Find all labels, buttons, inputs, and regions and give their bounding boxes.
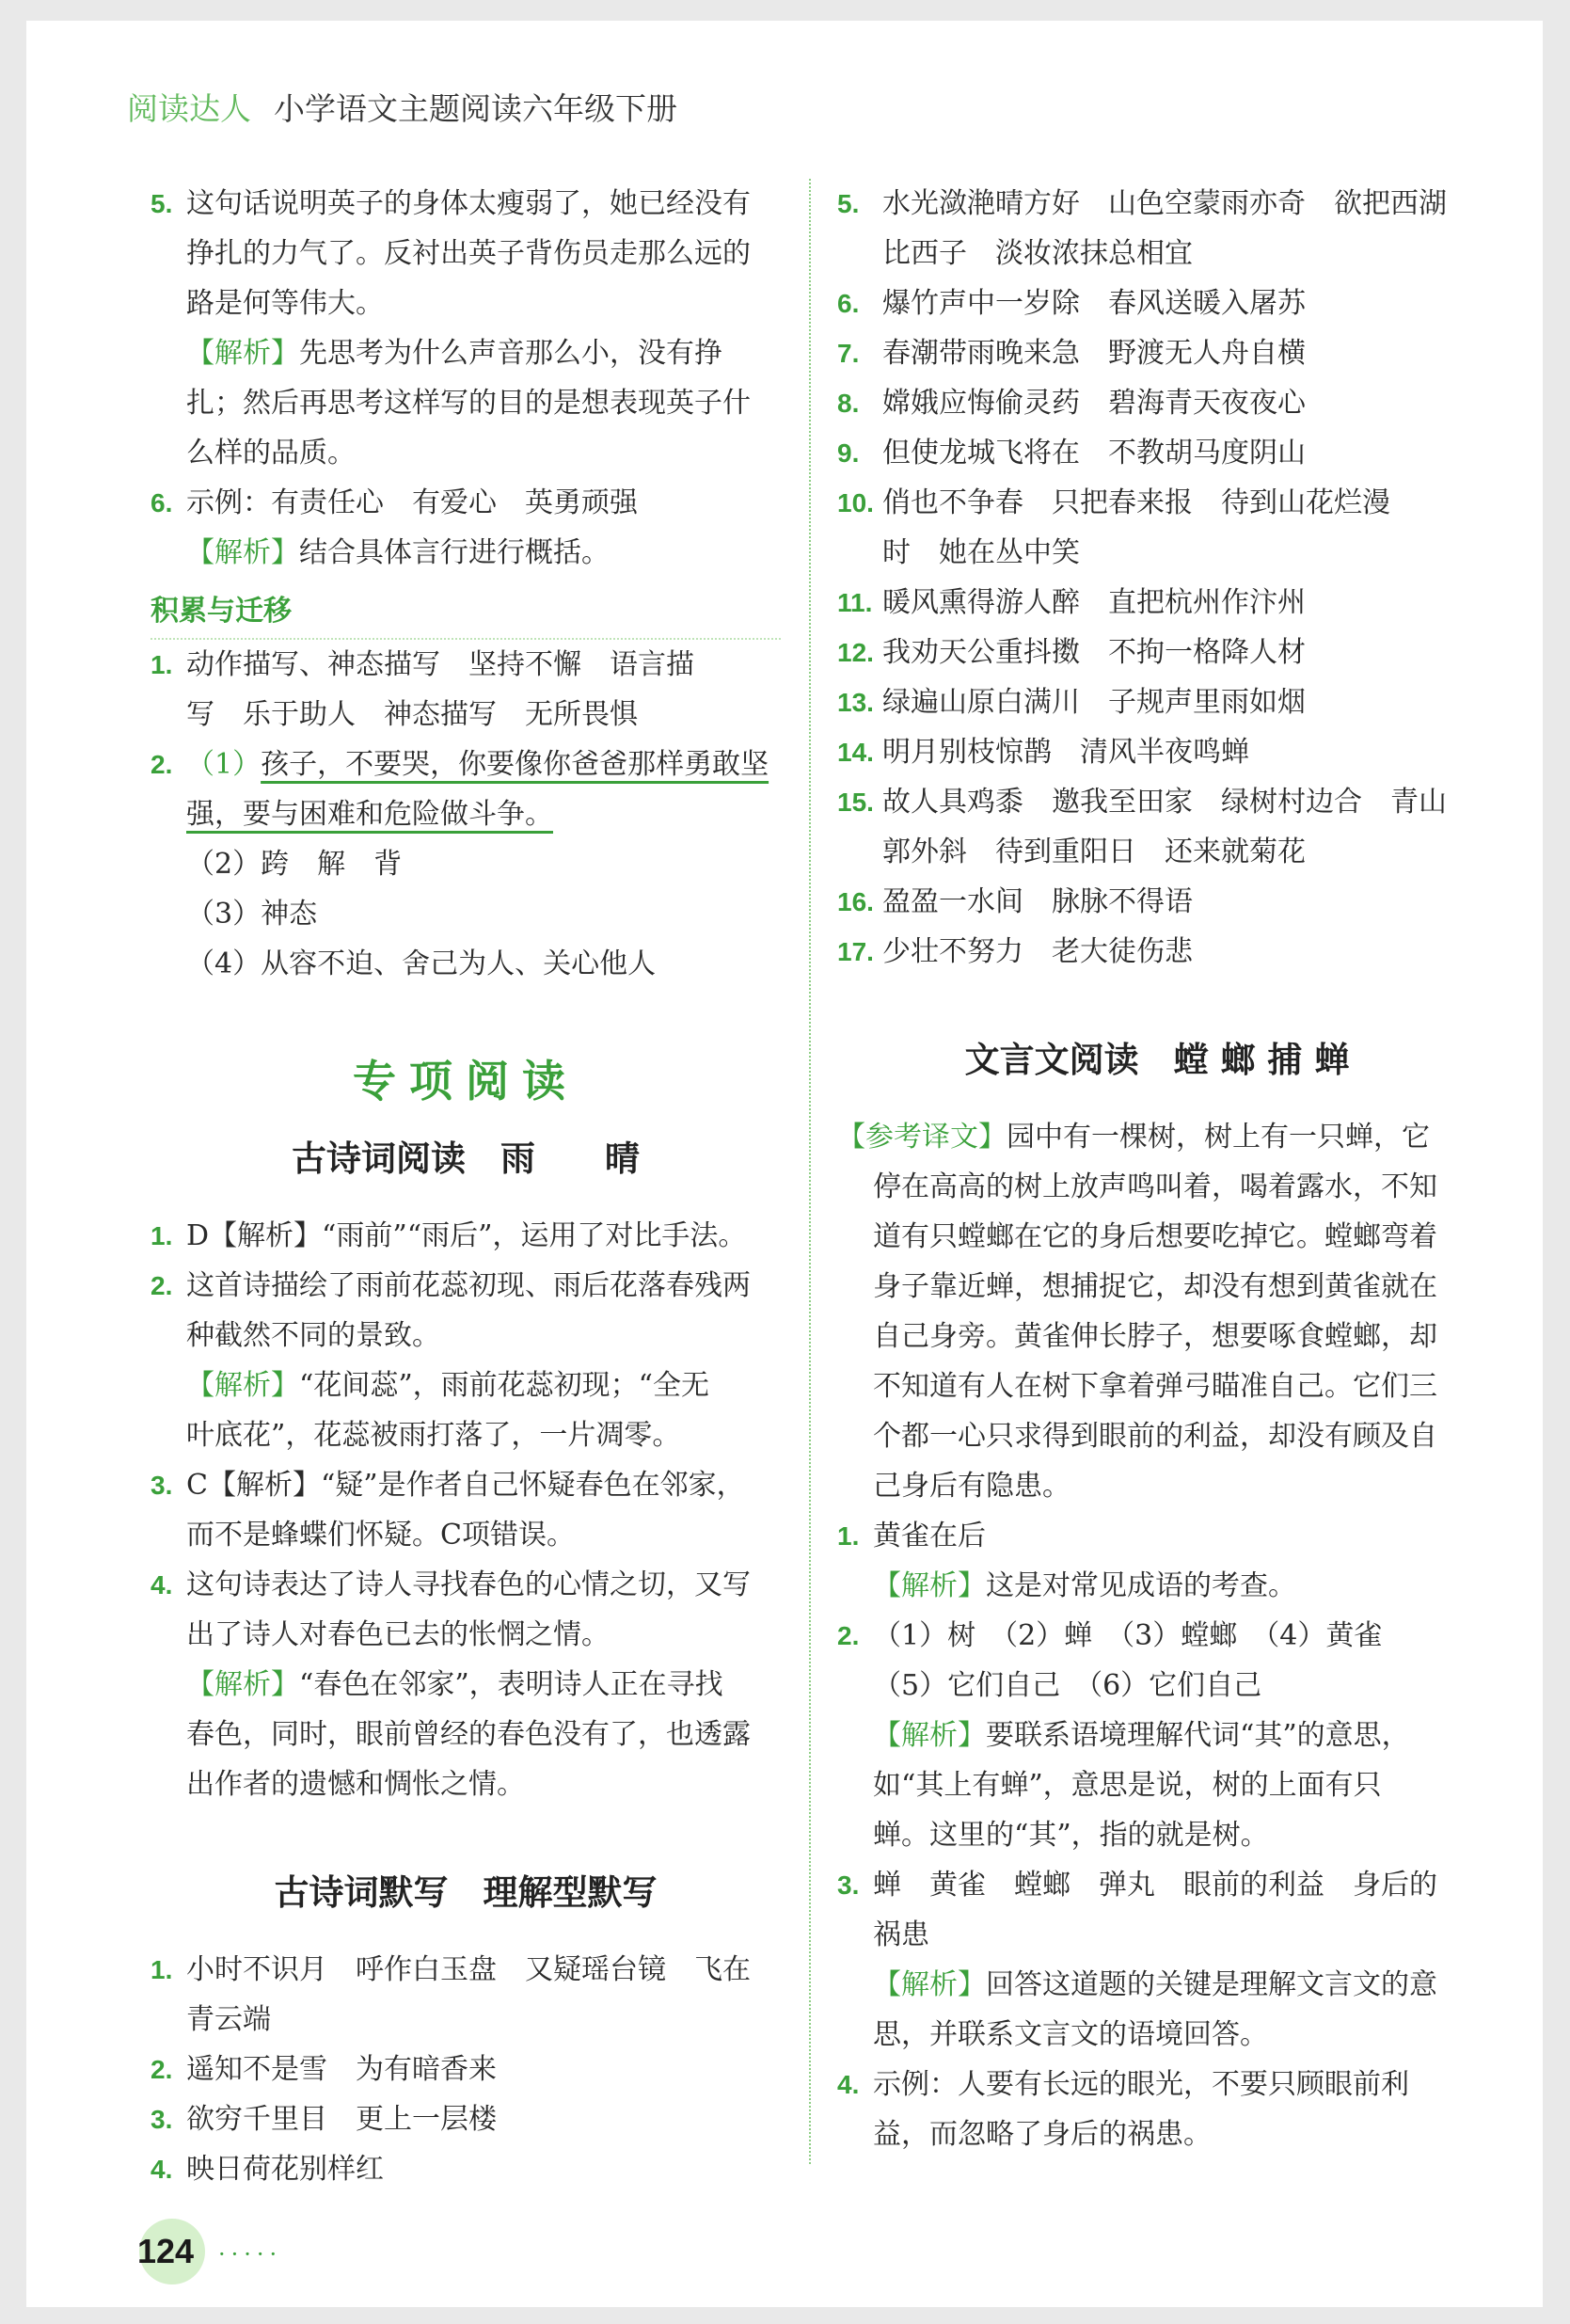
analysis-text: 先思考为什么声音那么小，没有挣	[299, 337, 722, 370]
translation-text: 个都一心只求得到眼前的利益，却没有顾及自	[873, 1420, 1437, 1453]
answer-line: 爆竹声中一岁除 春风送暖入屠苏	[882, 287, 1306, 320]
answer-line: C【解析】“疑”是作者自己怀疑春色在邻家，	[186, 1469, 745, 1502]
answer-line: 绿遍山原白满川 子规声里雨如烟	[882, 686, 1306, 719]
answer-item	[151, 1460, 781, 1560]
answer-item	[837, 877, 1477, 927]
analysis-text: 么样的品质。	[186, 437, 356, 470]
answer-item	[151, 1560, 781, 1660]
answer-line: 青云端	[186, 2003, 271, 2036]
item-number: 12.	[837, 638, 874, 667]
answer-line: 故人具鸡黍 邀我至田家 绿树村边合 青山	[882, 786, 1447, 819]
sub-label: （1）	[186, 748, 262, 781]
item-number: 3.	[151, 2105, 173, 2134]
answer-line: 春潮带雨晚来急 野渡无人舟自横	[882, 337, 1306, 370]
underlined-text: 强，要与困难和危险做斗争。	[186, 798, 553, 831]
answer-line: 种截然不同的景致。	[186, 1319, 440, 1352]
answer-line: 益，而忽略了身后的祸患。	[873, 2118, 1212, 2151]
poem-section-title: 古诗词阅读 雨 晴	[292, 1138, 640, 1179]
answer-item	[837, 279, 1477, 328]
answer-item	[837, 1511, 1477, 1561]
column-divider	[809, 179, 811, 2164]
item-number: 17.	[837, 937, 874, 966]
item-number: 3.	[837, 1870, 860, 1900]
answer-item	[837, 1860, 1477, 1960]
answer-item	[151, 1945, 781, 2045]
answer-item	[151, 2144, 781, 2194]
answer-line: 时 她在丛中笑	[882, 536, 1080, 569]
answer-item	[151, 2094, 781, 2144]
item-number: 10.	[837, 488, 874, 517]
analysis-text: “花间蕊”，雨前花蕊初现；“全无	[299, 1369, 710, 1402]
answer-item	[837, 578, 1477, 628]
item-number: 9.	[837, 438, 860, 468]
answer-item	[837, 428, 1477, 478]
answer-item	[837, 1611, 1477, 1711]
analysis-tag: 【解析】	[873, 1968, 986, 2001]
analysis-note	[151, 1660, 781, 1710]
answer-item	[837, 478, 1477, 578]
answer-line: （4）从容不迫、舍己为人、关心他人	[186, 947, 657, 980]
translation-tag: 【参考译文】	[837, 1121, 1007, 1154]
answer-line: 暖风熏得游人醉 直把杭州作汴州	[882, 586, 1306, 619]
answer-item	[837, 727, 1477, 777]
translation-text: 己身后有隐患。	[873, 1470, 1070, 1503]
answer-line: （1）树 （2）蝉 （3）螳螂 （4）黄雀	[873, 1619, 1383, 1652]
answer-item	[837, 628, 1477, 677]
right-column	[837, 179, 1477, 2159]
answer-item	[151, 179, 781, 328]
answer-line: 这句话说明英子的身体太瘦弱了，她已经没有	[186, 187, 751, 220]
analysis-note	[837, 1561, 1477, 1611]
translation-text: 停在高高的树上放声鸣叫着，喝着露水，不知	[873, 1170, 1437, 1203]
answer-line: 这首诗描绘了雨前花蕊初现、雨后花落春残两	[186, 1269, 751, 1302]
answer-item	[151, 1261, 781, 1361]
analysis-text: 春色，同时，眼前曾经的春色没有了，也透露	[186, 1718, 751, 1751]
answer-item	[151, 740, 781, 989]
translation-line	[837, 1112, 1477, 1162]
translation-text: 不知道有人在树下拿着弹弓瞄准自己。它们三	[873, 1370, 1437, 1403]
analysis-text: 扎；然后再思考这样写的目的是想表现英子什	[186, 387, 751, 420]
answer-line: 但使龙城飞将在 不教胡马度阴山	[882, 437, 1306, 470]
item-number: 1.	[151, 650, 173, 679]
analysis-tag: 【解析】	[873, 1569, 986, 1602]
item-number: 11.	[837, 588, 873, 617]
item-number: 13.	[837, 688, 874, 717]
analysis-tag: 【解析】	[186, 337, 299, 370]
item-number: 1.	[151, 1955, 173, 1984]
analysis-text: 蝉。这里的“其”，指的就是树。	[873, 1819, 1269, 1852]
answer-line: （2）跨 解 背	[186, 848, 403, 881]
answer-line: 路是何等伟大。	[186, 287, 384, 320]
item-number: 1.	[151, 1221, 173, 1250]
reference-translation	[837, 1112, 1477, 1511]
answer-line: 祸患	[873, 1918, 929, 1951]
item-number: 4.	[151, 2155, 173, 2184]
item-number: 2.	[151, 750, 173, 779]
translation-text: 园中有一棵树，树上有一只蝉，它	[1007, 1121, 1430, 1154]
item-number: 14.	[837, 738, 874, 767]
answer-line: 水光潋滟晴方好 山色空蒙雨亦奇 欲把西湖	[882, 187, 1447, 220]
book-title: 小学语文主题阅读六年级下册	[274, 90, 677, 127]
translation-text: 身子靠近蝉，想捕捉它，却没有想到黄雀就在	[873, 1270, 1437, 1303]
answer-line: 挣扎的力气了。反衬出英子背伤员走那么远的	[186, 237, 751, 270]
item-number: 6.	[151, 488, 173, 517]
section-heading: 积累与迁移	[151, 585, 781, 640]
item-number: 7.	[837, 339, 860, 368]
analysis-note	[837, 1960, 1477, 2010]
answer-item	[837, 179, 1477, 279]
underlined-text: 孩子，不要哭，你要像你爸爸那样勇敢坚	[261, 748, 769, 781]
item-number: 5.	[151, 189, 173, 218]
left-column	[151, 179, 781, 2194]
answer-line: 动作描写、神态描写 坚持不懈 语言描	[186, 648, 694, 681]
classical-section-title: 文言文阅读 螳 螂 捕 蝉	[964, 1039, 1350, 1080]
dictation-section-title: 古诗词默写 理解型默写	[274, 1871, 658, 1913]
footer-dots: ·····	[218, 2241, 283, 2268]
answer-line: 而不是蜂蝶们怀疑。C项错误。	[186, 1519, 575, 1552]
answer-line: （5）它们自己 （6）它们自己	[873, 1669, 1262, 1702]
analysis-text: 思，并联系文言文的语境回答。	[873, 2018, 1268, 2051]
item-number: 8.	[837, 389, 860, 418]
answer-item	[837, 927, 1477, 977]
answer-line: 黄雀在后	[873, 1520, 986, 1552]
analysis-text: 要联系语境理解代词“其”的意思，	[986, 1719, 1410, 1752]
answer-item	[151, 2045, 781, 2094]
analysis-tag: 【解析】	[873, 1719, 986, 1752]
item-number: 5.	[837, 189, 860, 218]
answer-line: 映日荷花别样红	[186, 2153, 384, 2186]
item-number: 4.	[837, 2070, 860, 2099]
answer-line: 欲穷千里目 更上一层楼	[186, 2103, 497, 2136]
analysis-text: “春色在邻家”，表明诗人正在寻找	[299, 1668, 723, 1701]
answer-line: 嫦娥应悔偷灵药 碧海青天夜夜心	[882, 387, 1306, 420]
answer-line: 蝉 黄雀 螳螂 弹丸 眼前的利益 身后的	[873, 1869, 1437, 1902]
analysis-text: 叶底花”，花蕊被雨打落了，一片凋零。	[186, 1419, 681, 1452]
answer-item	[837, 2060, 1477, 2159]
page-number: 124	[137, 2232, 195, 2270]
answer-line: 俏也不争春 只把春来报 待到山花烂漫	[882, 486, 1390, 519]
answer-item	[151, 640, 781, 740]
item-number: 3.	[151, 1471, 173, 1500]
answer-line: 明月别枝惊鹊 清风半夜鸣蝉	[882, 736, 1249, 769]
answer-line	[186, 740, 781, 789]
item-number: 16.	[837, 887, 874, 916]
brand-label: 阅读达人	[127, 90, 251, 127]
answer-line: 盈盈一水间 脉脉不得语	[882, 885, 1193, 918]
answer-line: 遥知不是雪 为有暗香来	[186, 2053, 497, 2086]
translation-text: 自己身旁。黄雀伸长脖子，想要啄食螳螂，却	[873, 1320, 1437, 1353]
answer-line: 少壮不努力 老大徒伤悲	[882, 935, 1193, 968]
answer-item	[837, 378, 1477, 428]
analysis-text: 出作者的遗憾和惆怅之情。	[186, 1768, 525, 1801]
item-number: 2.	[151, 2055, 173, 2084]
special-reading-title: 专项阅读	[353, 1056, 579, 1106]
answer-line: 郭外斜 待到重阳日 还来就菊花	[882, 836, 1306, 868]
answer-item	[837, 777, 1477, 877]
analysis-tag: 【解析】	[186, 1668, 299, 1701]
answer-line: 示例：有责任心 有爱心 英勇顽强	[186, 486, 638, 519]
answer-line: 出了诗人对春色已去的怅惘之情。	[186, 1618, 610, 1651]
answer-line: （3）神态	[186, 898, 318, 931]
analysis-note	[837, 1711, 1477, 1760]
analysis-note	[151, 1361, 781, 1410]
analysis-tag: 【解析】	[186, 1369, 299, 1402]
analysis-text: 结合具体言行进行概括。	[299, 536, 610, 569]
analysis-text: 这是对常见成语的考查。	[986, 1569, 1296, 1602]
page-number-badge	[139, 2219, 205, 2284]
answer-item	[837, 677, 1477, 727]
analysis-tag: 【解析】	[186, 536, 299, 569]
answer-item	[151, 478, 781, 528]
answer-line: 写 乐于助人 神态描写 无所畏惧	[186, 698, 638, 731]
answer-line: 比西子 淡妆浓抹总相宜	[882, 237, 1193, 270]
analysis-note	[151, 528, 781, 578]
answer-line: D【解析】“雨前”“雨后”，运用了对比手法。	[186, 1219, 747, 1252]
answer-item	[837, 328, 1477, 378]
item-number: 1.	[837, 1521, 860, 1551]
item-number: 15.	[837, 788, 874, 817]
answer-line: 小时不识月 呼作白玉盘 又疑瑶台镜 飞在	[186, 1953, 751, 1986]
item-number: 6.	[837, 289, 860, 318]
item-number: 2.	[151, 1271, 173, 1300]
item-number: 4.	[151, 1570, 173, 1600]
analysis-text: 如“其上有蝉”，意思是说，树的上面有只	[873, 1769, 1382, 1802]
analysis-text: 回答这道题的关键是理解文言文的意	[986, 1968, 1437, 2001]
answer-line: 我劝天公重抖擞 不拘一格降人材	[882, 636, 1306, 669]
answer-line: 示例：人要有长远的眼光，不要只顾眼前利	[873, 2068, 1409, 2101]
translation-text: 道有只螳螂在它的身后想要吃掉它。螳螂弯着	[873, 1220, 1437, 1253]
item-number: 2.	[837, 1621, 860, 1650]
answer-item	[151, 1211, 781, 1261]
analysis-note	[151, 328, 781, 378]
answer-line: 这句诗表达了诗人寻找春色的心情之切，又写	[186, 1568, 751, 1601]
poem-answers-list	[837, 179, 1477, 977]
running-header	[127, 85, 677, 129]
